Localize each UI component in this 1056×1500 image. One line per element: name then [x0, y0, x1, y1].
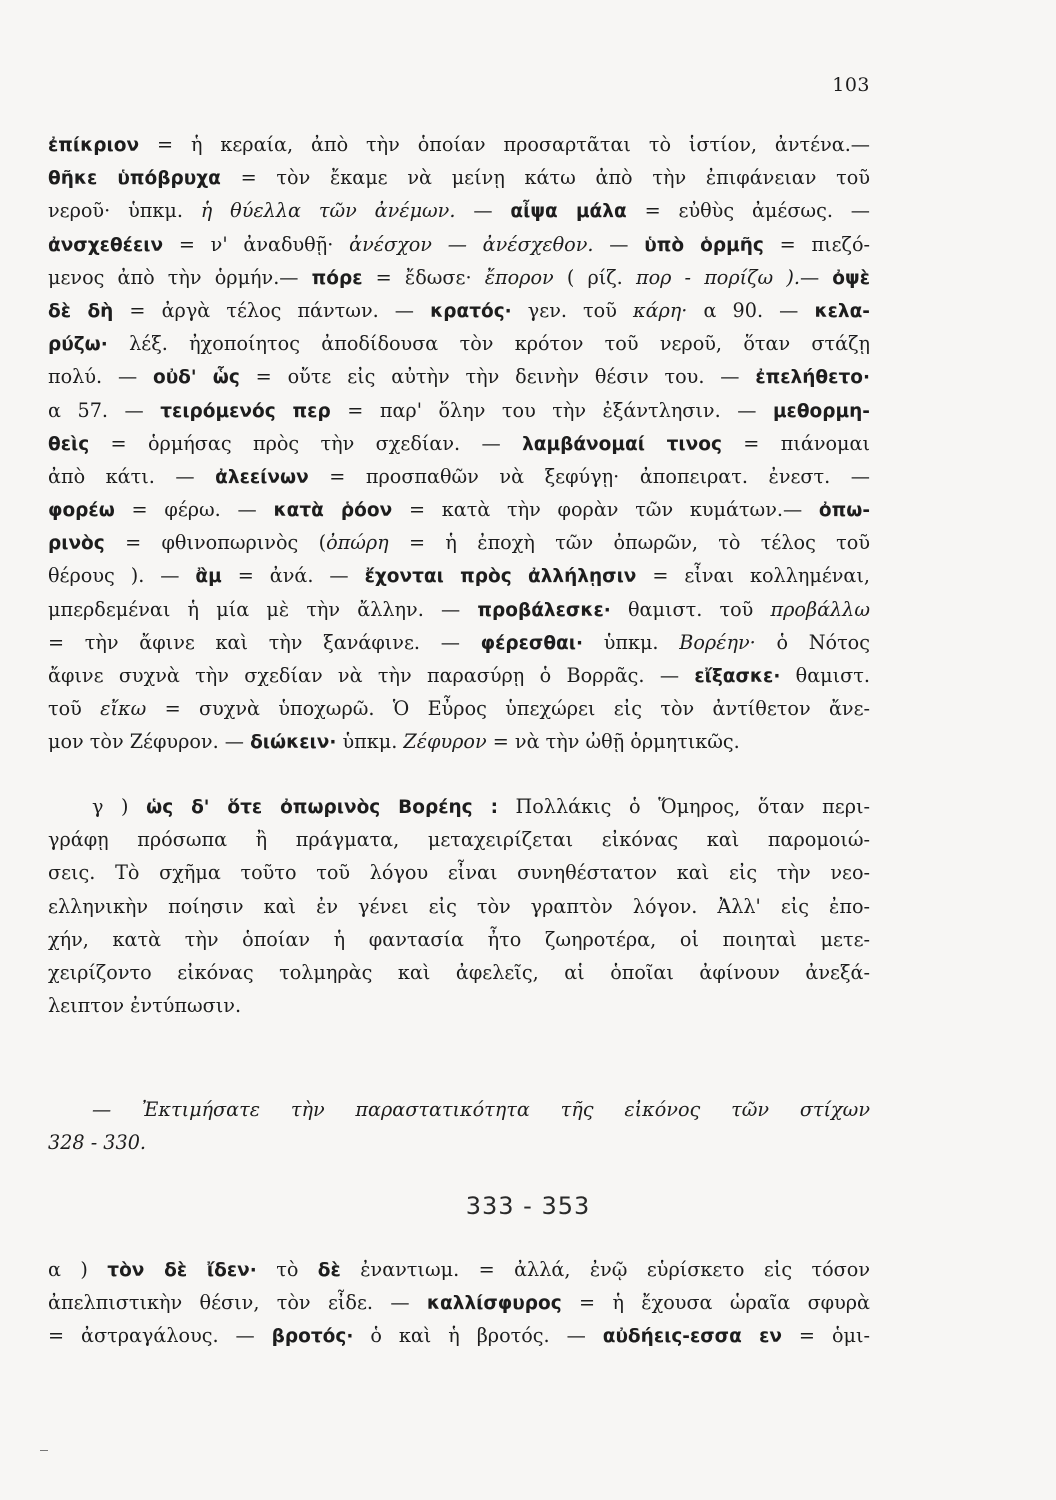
text-line [48, 161, 870, 194]
headword: αὐδήεις-εσσα εν [602, 1326, 782, 1348]
italic-text: προβάλλω [770, 597, 870, 621]
text-span: ελληνικὴν ποίησιν καὶ ἐν γένει εἰς τὸν γραπτὸν λόγον. Ἀλλ' εἰς ἐπο- [48, 894, 870, 918]
text-line [48, 956, 870, 989]
text-line [48, 593, 870, 626]
headword: ρύζω· [48, 334, 108, 356]
italic-text: πορ - πορίζω ). [635, 265, 800, 289]
text-span: θαμιστ. [780, 664, 870, 687]
text-span: = ὁμι- [781, 1324, 870, 1348]
headword: ὀψὲ [832, 267, 870, 289]
text-span: μενος ἀπὸ τὴν ὁρμήν.— [48, 265, 312, 289]
text-span: πολύ. — [48, 365, 153, 389]
text-span: = τὴν ἄφινε καὶ τὴν ξανάφινε. — [48, 630, 481, 654]
text-span: γράφῃ πρόσωπα ἢ πράγματα, μεταχειρίζεται εἰκόνας καὶ παρομοιώ- [48, 828, 870, 852]
glossary-block-next [48, 1253, 870, 1353]
headword: θῆκε ὑπόβρυχα [48, 168, 221, 190]
text-span: = ἡ ἔχουσα ὡραῖα σφυρὰ [561, 1291, 871, 1315]
text-line [48, 427, 870, 460]
text-line [48, 823, 870, 856]
text-span: = ἀργὰ τέλος πάντων. — [113, 298, 431, 322]
headword: κελα- [814, 300, 870, 322]
text-span: ἐναντιωμ. = ἀλλά, ἐνῷ εὑρίσκετο εἰς τόσον [340, 1258, 870, 1281]
text-span: = ἀστραγάλους. — [48, 1324, 272, 1348]
italic-text: — Ἐκτιμήσατε τὴν παραστατικότητα τῆς εἰκόνος τῶν στίχων [92, 1098, 870, 1121]
text-line [48, 194, 870, 227]
text-line [48, 1286, 870, 1319]
text-span: τὸ [256, 1258, 318, 1281]
text-line [48, 856, 870, 889]
headword: φέρεσθαι· [480, 632, 583, 654]
text-span: — [455, 199, 511, 223]
italic-text: ἡ θύελλα τῶν ἀνέμων. [200, 199, 456, 223]
margin-mark [40, 1450, 48, 1451]
text-span: ἀπελπιστικὴν θέσιν, τὸν εἶδε. — [48, 1291, 427, 1315]
text-span: = ἔδωσε· [362, 265, 485, 289]
text-line [48, 790, 870, 823]
text-span: = ἡ κεραία, ἀπὸ τὴν ὁποίαν προσαρτᾶται τὸ ἱστίον, ἀντένα.— [139, 133, 870, 156]
headword: αἶψα μάλα [510, 201, 627, 223]
text-line [48, 692, 870, 725]
text-span: ὑπκμ. [336, 730, 404, 754]
headword: οὐδ' ὧς [152, 367, 240, 389]
text-span: — [593, 232, 645, 256]
text-span: α 57. — [48, 398, 161, 422]
text-span: = συχνὰ ὑποχωρῶ. Ὁ Εὖρος ὑπεχώρει εἰς τὸν ἀντίθετον ἄνε- [146, 697, 870, 721]
headword: ἀνσχεθέειν [48, 234, 164, 256]
text-span: Πολλάκις ὁ Ὅμηρος, ὅταν περι- [497, 795, 870, 818]
text-span: α 90. — [687, 298, 815, 322]
italic-text: 328 - 330. [48, 1131, 147, 1155]
headword: ἐπελήθετο· [755, 367, 870, 389]
headword: φορέω [48, 500, 115, 522]
text-span: ( ρίζ. [553, 265, 636, 289]
exercise-question [48, 1093, 870, 1159]
glossary-block [48, 128, 870, 759]
text-span: μον τὸν Ζέφυρον. — [48, 730, 251, 754]
page-number: 103 [832, 74, 870, 96]
text-span: νεροῦ· ὑπκμ. [48, 199, 201, 223]
text-span: = ὁρμήσας πρὸς τὴν σχεδίαν. — [89, 431, 523, 455]
text-line [48, 493, 870, 526]
headword: μεθορμη- [772, 400, 870, 422]
text-span: σεις. Τὸ σχῆμα τοῦτο τοῦ λόγου εἶναι συνηθέστατον καὶ εἰς τὴν νεο- [48, 861, 870, 885]
text-span: θέρους ). — [48, 564, 196, 588]
text-line [48, 923, 870, 956]
headword: ὀπω- [818, 500, 871, 522]
text-span: λέξ. ἠχοποίητος ἀποδίδουσα τὸν κρότον τοῦ νεροῦ, ὅταν στάζῃ [107, 332, 870, 356]
italic-text: ὀπώρη [326, 531, 389, 555]
text-span: = προσπαθῶν νὰ ξεφύγῃ· ἀποπειρατ. ἐνεστ. — [308, 464, 870, 488]
text-line [48, 526, 870, 559]
headword: καλλίσφυρος [426, 1293, 562, 1315]
text-line [48, 360, 870, 393]
text-line [48, 394, 870, 427]
headword: κατὰ ῥόον [273, 500, 393, 522]
text-line [48, 559, 870, 592]
italic-text: ἔπορον [484, 265, 554, 289]
text-line [48, 1253, 870, 1286]
text-span: ἄφινε συχνὰ τὴν σχεδίαν νὰ τὴν παρασύρῃ ὁ Βορρᾶς. — [48, 664, 695, 687]
text-span: = τὸν ἔκαμε νὰ μείνῃ κάτω ἀπὸ τὴν ἐπιφάνειαν τοῦ [220, 166, 870, 190]
text-line [48, 659, 870, 692]
italic-text: Ζέφυρον [403, 730, 487, 754]
text-span: = νὰ τὴν ὠθῇ ὁρμητικῶς. [486, 730, 740, 754]
text-line [48, 228, 870, 261]
text-span: = φθινοπωρινὸς ( [104, 531, 327, 555]
text-line [48, 1126, 870, 1159]
text-line [48, 626, 870, 659]
headword: εἴξασκε· [694, 666, 781, 687]
text-line [48, 460, 870, 493]
text-span: = οὔτε εἰς αὐτὴν τὴν δεινὴν θέσιν του. — [239, 365, 756, 389]
headword: ὡς δ' ὅτε ὀπωρινὸς Βορέης : [146, 797, 498, 818]
text-span: — [799, 265, 833, 289]
italic-text: κάρη· [632, 298, 688, 322]
text-span: = πιάνομαι [721, 431, 870, 455]
text-span: γ ) [92, 795, 147, 818]
headword: ὑπὸ ὁρμῆς [644, 234, 764, 256]
text-span: ἀπὸ κάτι. — [48, 464, 216, 488]
headword: κρατός· [430, 300, 512, 322]
text-span: λειπτον ἐντύπωσιν. [48, 994, 242, 1018]
italic-text: εἴκω [100, 697, 147, 721]
headword: λαμβάνομαί τινος [522, 433, 722, 455]
text-line [48, 128, 870, 161]
section-heading: 333 - 353 [465, 1192, 591, 1220]
headword: διώκειν· [250, 732, 337, 754]
commentary-paragraph [48, 790, 870, 1022]
text-span: θαμιστ. τοῦ [610, 597, 771, 621]
headword: ἀλεείνων [215, 466, 309, 488]
text-line [48, 327, 870, 360]
headword: βροτός· [271, 1326, 354, 1348]
text-span: χήν, κατὰ τὴν ὁποίαν ἡ φαντασία ἦτο ζωηροτέρα, οἱ ποιηταὶ μετε- [48, 927, 870, 951]
text-span: = ν' ἀναδυθῇ· [163, 232, 350, 256]
text-span: = πιεζό- [763, 232, 870, 256]
text-span: ὁ καὶ ἡ βροτός. — [353, 1324, 603, 1348]
headword: τειρόμενός περ [160, 400, 331, 422]
headword: ἔχονται πρὸς ἀλλήλῃσιν [364, 566, 637, 588]
text-span: = ἀνά. — [221, 564, 365, 588]
text-line [48, 1319, 870, 1352]
headword: ἐπίκριον [48, 135, 140, 156]
headword: δὲ [317, 1260, 341, 1281]
headword: ρινὸς [48, 533, 105, 555]
text-span: μπερδεμέναι ἡ μία μὲ τὴν ἄλλην. — [48, 597, 478, 621]
text-line [48, 989, 870, 1022]
text-span: = παρ' ὅλην του τὴν ἐξάντλησιν. — [330, 398, 773, 422]
headword: τὸν δὲ ἴδεν· [107, 1260, 257, 1281]
italic-text: Βορέην· [679, 630, 756, 654]
text-span: = εἶναι κολλημέναι, [636, 564, 871, 588]
headword: δὲ δὴ [48, 300, 114, 322]
text-line [48, 294, 870, 327]
text-line [48, 890, 870, 923]
text-span: = κατὰ τὴν φορὰν τῶν κυμάτων.— [392, 498, 819, 522]
text-span: = φέρω. — [114, 498, 274, 522]
headword: ἂμ [195, 566, 222, 588]
headword: προβάλεσκε· [477, 599, 611, 621]
italic-text: ἀνέσχον — ἀνέσχεθον. [349, 232, 594, 256]
text-span: γεν. τοῦ [511, 298, 633, 322]
text-span: χειρίζοντο εἰκόνας τολμηρὰς καὶ ἀφελεῖς, αἱ ὁποῖαι ἀφίνουν ἀνεξά- [48, 960, 870, 984]
text-span: = ἡ ἐποχὴ τῶν ὀπωρῶν, τὸ τέλος τοῦ [388, 531, 870, 555]
text-span: ὁ Νότος [755, 630, 870, 654]
text-span: τοῦ [48, 697, 101, 721]
headword: θεὶς [48, 433, 90, 455]
text-span: = εὐθὺς ἀμέσως. — [626, 199, 870, 223]
text-line [48, 261, 870, 294]
text-line [48, 725, 870, 758]
text-line [48, 1093, 870, 1126]
headword: πόρε [311, 267, 363, 289]
text-span: α ) [48, 1258, 108, 1281]
text-span: ὑπκμ. [582, 630, 680, 654]
